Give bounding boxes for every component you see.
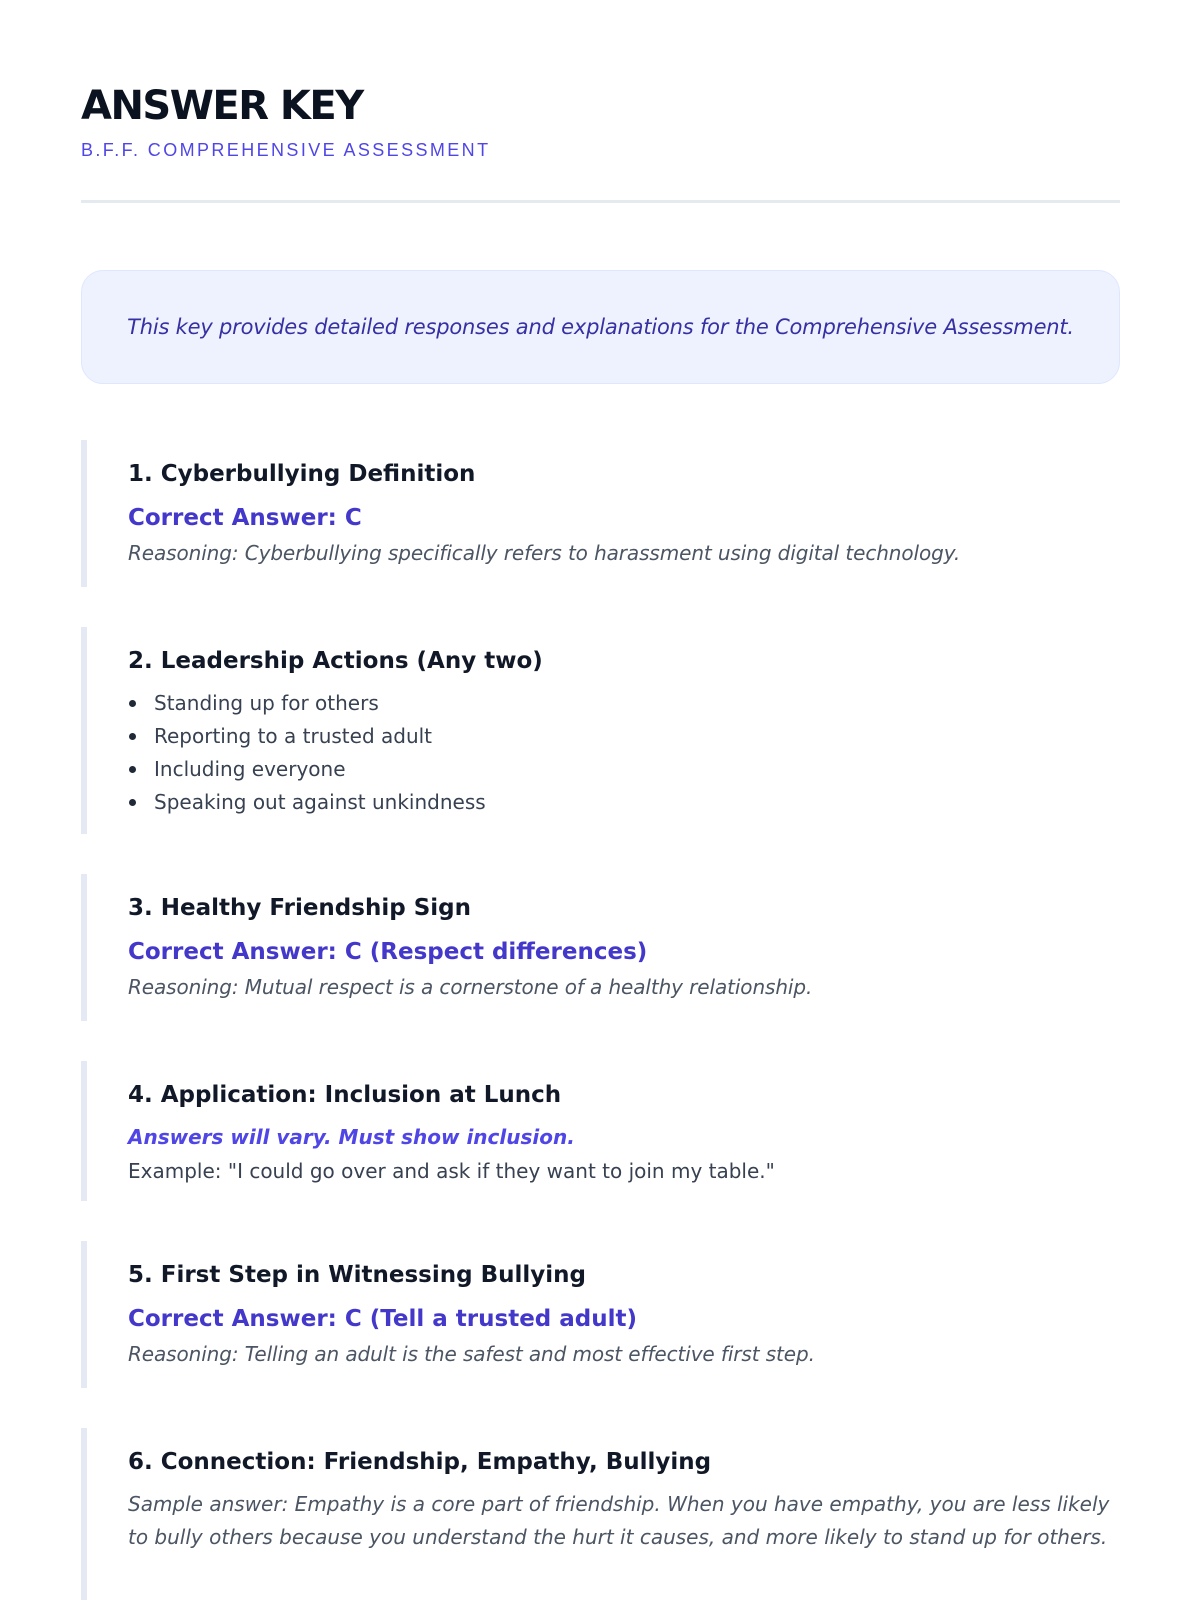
list-item: [154, 753, 1120, 786]
correct-answer: Correct Answer: C: [128, 505, 362, 531]
question-title: 4. Application: Inclusion at Lunch: [128, 1082, 562, 1108]
intro-notice-text: This key provides detailed responses and explanations for the Comprehensive Assessment.: [127, 315, 1074, 339]
question-title: 5. First Step in Witnessing Bullying: [128, 1262, 586, 1288]
example-text: Example: "I could go over and ask if they want to join my table.": [128, 1159, 775, 1183]
question-title: 6. Connection: Friendship, Empathy, Bullying: [128, 1449, 712, 1475]
reasoning-text: Reasoning: Cyberbullying specifically refers to harassment using digital technology.: [128, 541, 961, 565]
bullet-icon: [129, 799, 136, 806]
reasoning-text: Reasoning: Telling an adult is the safest and most effective first step.: [128, 1342, 815, 1366]
intro-notice: [81, 270, 1120, 384]
question-3: [81, 874, 1120, 1021]
question-title: 1. Cyberbullying Definition: [128, 461, 476, 487]
question-title: 2. Leadership Actions (Any two): [128, 648, 543, 674]
reasoning-text: Reasoning: Mutual respect is a cornerstone of a healthy relationship.: [128, 975, 813, 999]
answers-vary-note: Answers will vary. Must show inclusion.: [128, 1125, 575, 1149]
list-item-text: Including everyone: [154, 757, 346, 781]
page-title: ANSWER KEY: [81, 83, 363, 129]
header-divider: [81, 200, 1120, 203]
bullet-icon: [129, 733, 136, 740]
question-5: [81, 1241, 1120, 1388]
list-item-text: Speaking out against unkindness: [154, 790, 486, 814]
correct-answer: Correct Answer: C (Tell a trusted adult): [128, 1306, 638, 1332]
list-item: [154, 720, 1120, 753]
list-item-text: Reporting to a trusted adult: [154, 724, 433, 748]
page-subtitle: B.F.F. COMPREHENSIVE ASSESSMENT: [81, 140, 491, 160]
question-6: [81, 1428, 1120, 1600]
bullet-icon: [129, 700, 136, 707]
question-1: [81, 440, 1120, 587]
leadership-actions-list: [128, 687, 1120, 819]
list-item: [154, 687, 1120, 720]
sample-answer-text: Sample answer: Empathy is a core part of friendship. When you have empathy, you are less likely to bully others because you understand the hurt it causes, and more likely to stand up for others.: [128, 1492, 1110, 1549]
bullet-icon: [129, 766, 136, 773]
correct-answer: Correct Answer: C (Respect differences): [128, 939, 648, 965]
list-item-text: Standing up for others: [154, 691, 379, 715]
question-4: [81, 1061, 1120, 1201]
question-title: 3. Healthy Friendship Sign: [128, 895, 471, 921]
question-2: [81, 627, 1120, 834]
list-item: [154, 786, 1120, 819]
